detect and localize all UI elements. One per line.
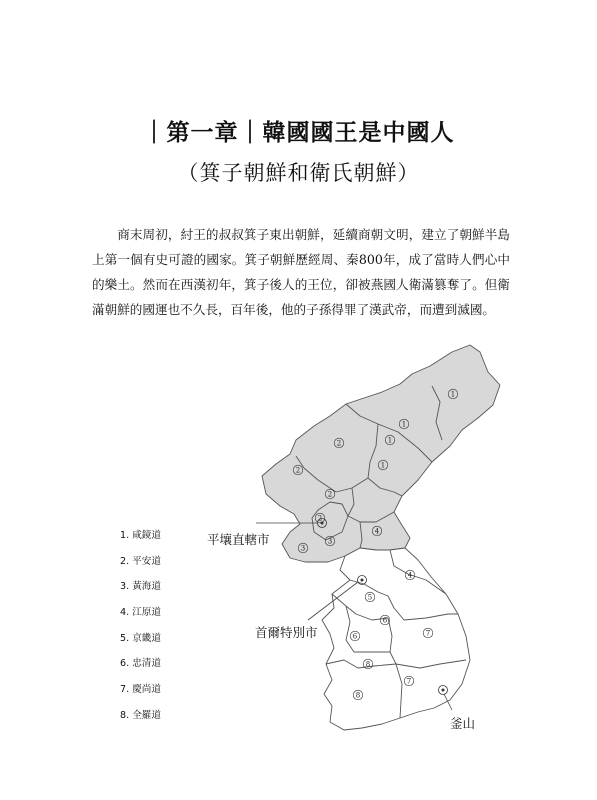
korea-map-svg <box>230 338 510 738</box>
body-text <box>92 222 510 322</box>
svg-text:1: 1 <box>401 420 407 429</box>
north-korea-region <box>262 345 500 562</box>
legend-item: 8. 全羅道 <box>120 709 161 721</box>
legend-item: 1. 咸鏡道 <box>120 530 161 541</box>
svg-text:1: 1 <box>380 461 386 470</box>
svg-text:8: 8 <box>355 691 361 700</box>
seoul-label: 首爾特別市 <box>255 625 318 640</box>
legend-item: 6. 忠清道 <box>120 658 161 670</box>
south-korea-region <box>322 548 470 730</box>
svg-text:7: 7 <box>406 677 412 686</box>
legend-item: 4. 江原道 <box>120 607 161 619</box>
svg-text:3: 3 <box>300 544 306 553</box>
svg-text:4: 4 <box>407 571 413 580</box>
legend-item: 7. 慶尚道 <box>120 684 161 696</box>
svg-text:1: 1 <box>450 390 456 399</box>
svg-text:3: 3 <box>327 537 333 546</box>
chapter-title: ｜第一章｜韓國國王是中國人 <box>142 119 455 146</box>
svg-text:2: 2 <box>336 439 342 448</box>
province-legend <box>120 528 220 734</box>
chapter-subtitle: （箕子朝鮮和衛氏朝鮮） <box>177 161 420 185</box>
busan-label: 釜山 <box>450 716 476 731</box>
legend-item: 3. 黃海道 <box>120 581 161 593</box>
legend-item: 5. 京畿道 <box>120 632 161 644</box>
svg-text:6: 6 <box>382 616 388 625</box>
svg-text:1: 1 <box>387 436 393 445</box>
legend-item: 2. 平安道 <box>120 555 161 567</box>
pyongyang-label: 平壤直轄市 <box>207 532 270 547</box>
svg-text:5: 5 <box>367 593 373 602</box>
korea-map <box>230 338 510 738</box>
svg-text:2: 2 <box>327 490 333 499</box>
svg-text:8: 8 <box>365 660 371 669</box>
svg-text:7: 7 <box>425 629 431 638</box>
svg-text:4: 4 <box>374 527 380 536</box>
svg-text:6: 6 <box>352 632 358 641</box>
svg-text:2: 2 <box>317 514 323 523</box>
svg-text:2: 2 <box>295 466 301 475</box>
body-paragraph: 商末周初，紂王的叔叔箕子東出朝鮮，延續商朝文明，建立了朝鮮半島上第一個有史可證的國家。箕子朝鮮歷經周、秦800年，成了當時人們心中的樂土。然而在西漢初年，箕子後人的王位，卻被燕國人衛滿篡奪了。但衛滿朝鮮的國運也不久長，百年後，他的子孫得罪了漢武帝，而遭到滅國。 <box>92 227 510 317</box>
